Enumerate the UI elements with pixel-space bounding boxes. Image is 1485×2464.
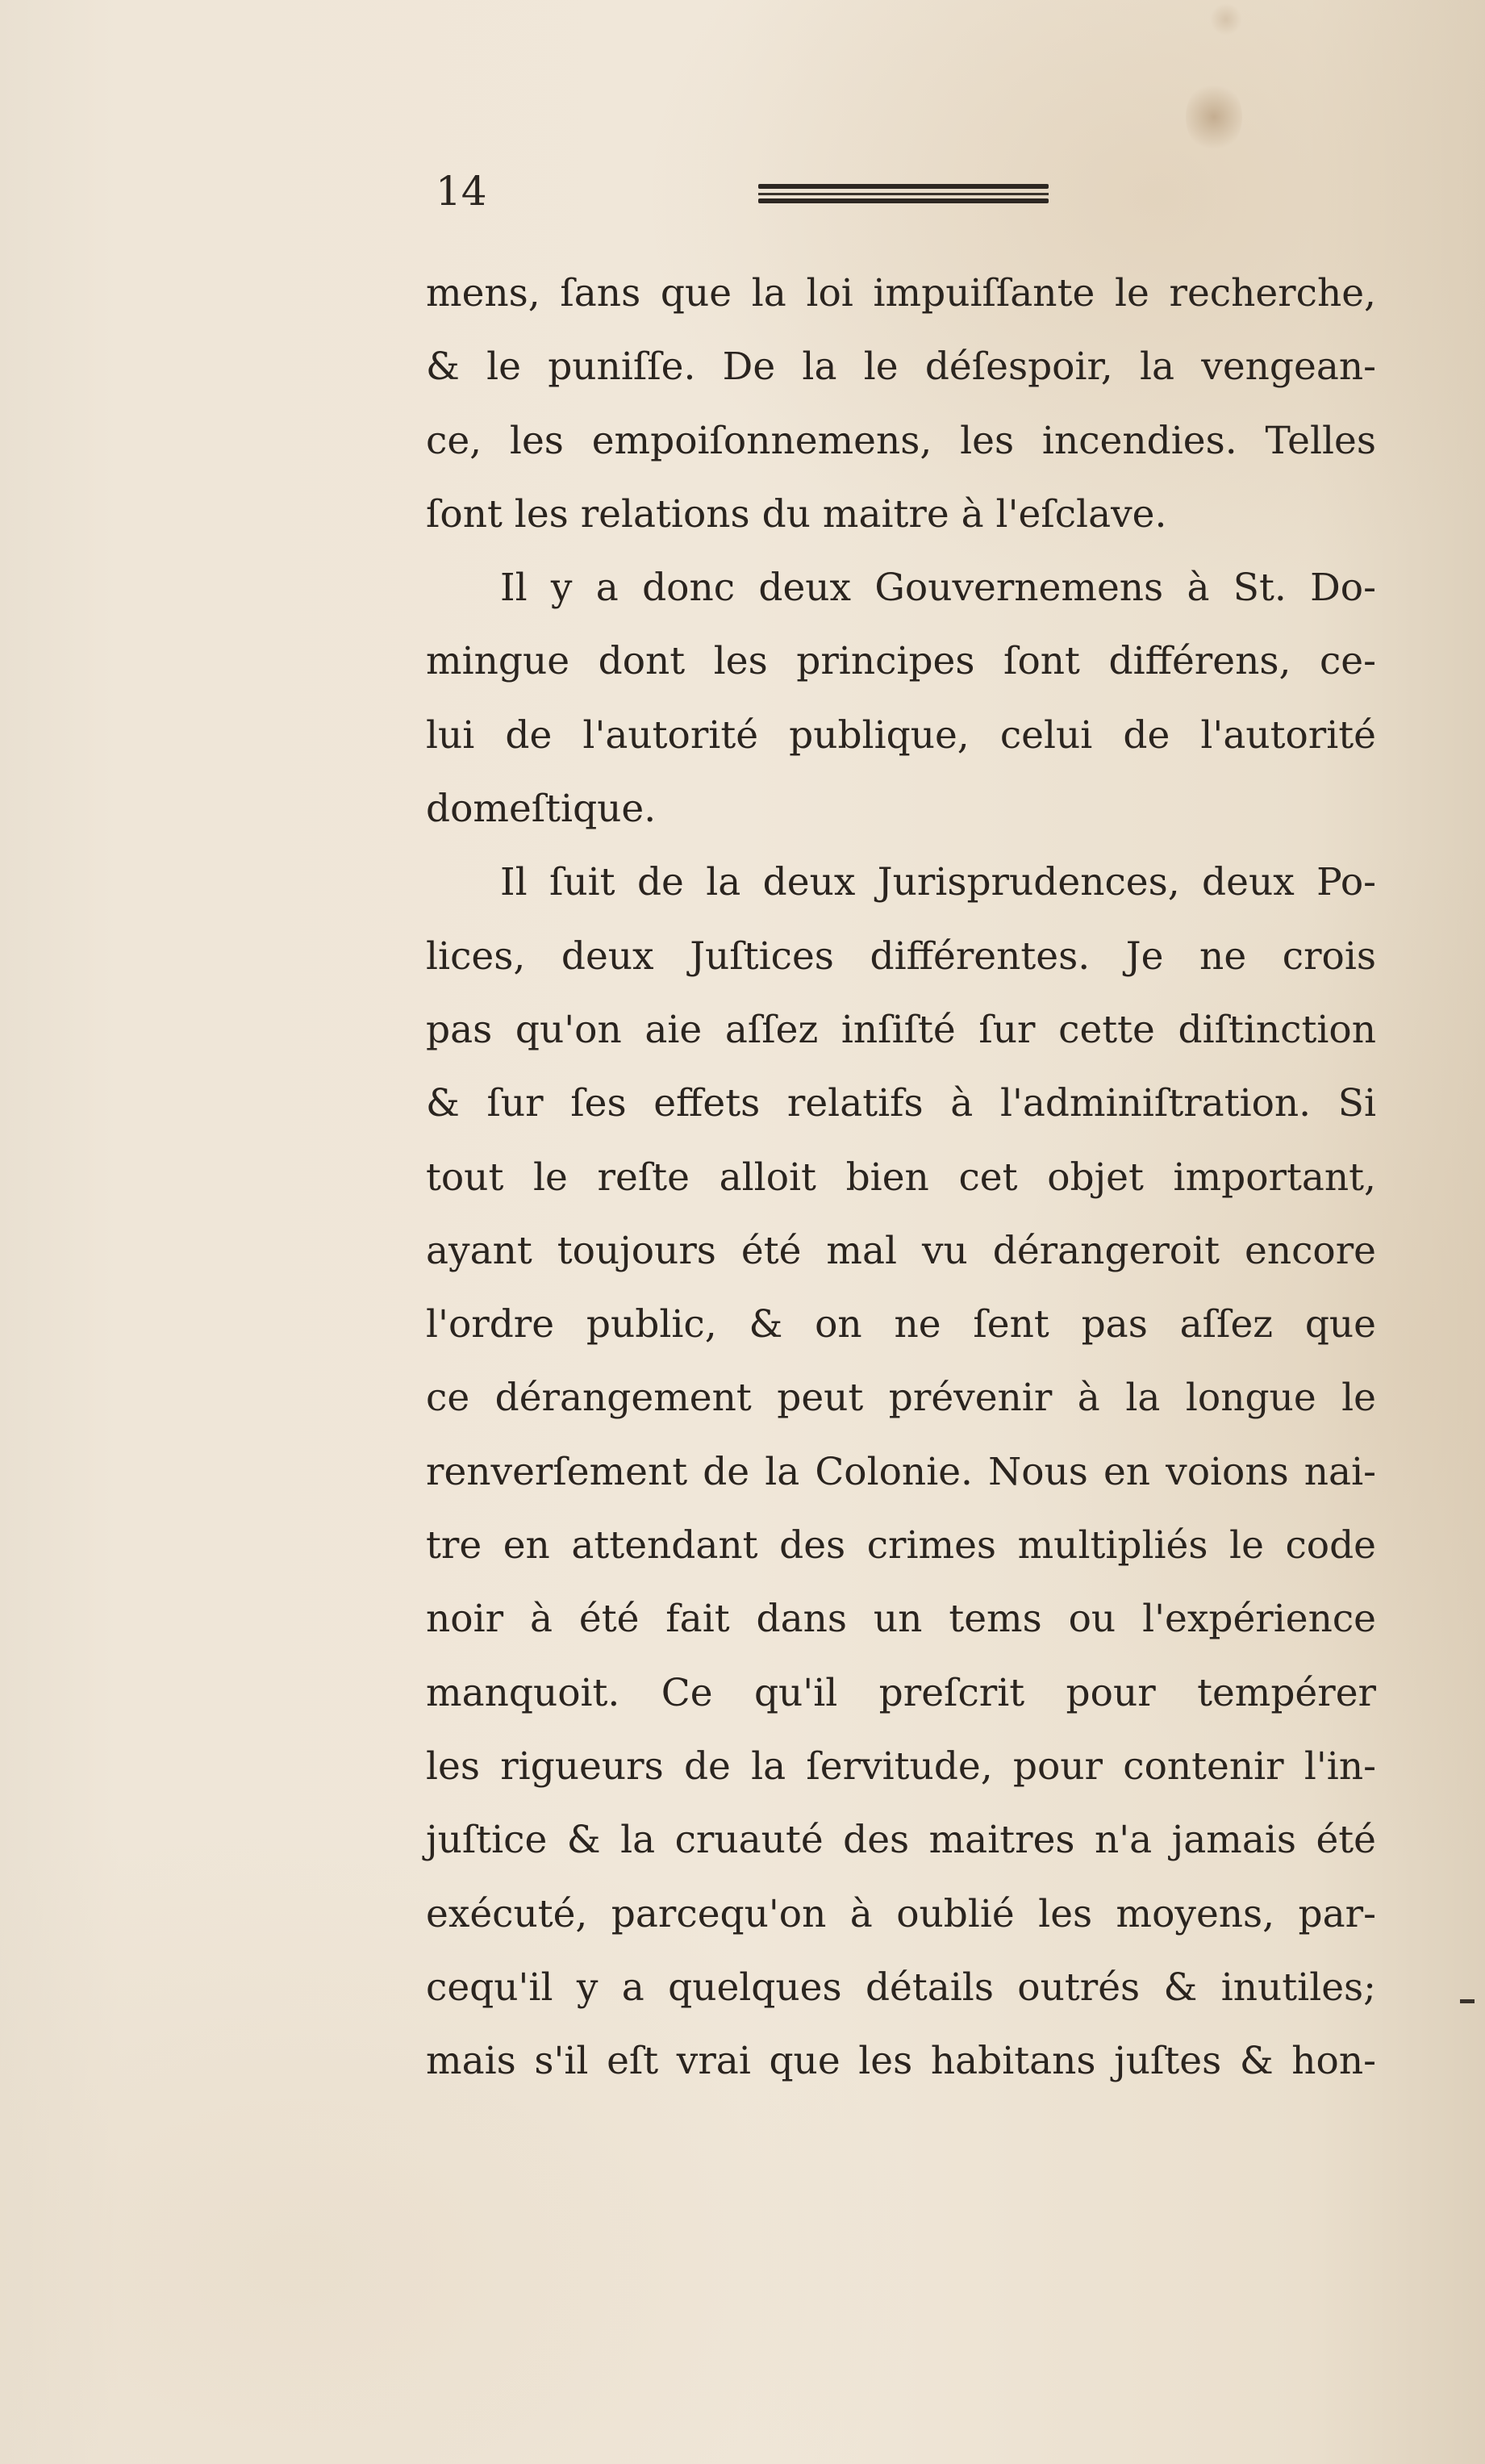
text-line: noir à été fait dans un tems ou l'expérience [426,1597,1376,1642]
text-line: Il ſuit de la deux Jurisprudences, deux Po- [500,860,1376,905]
text-line: & le puniſſe. De la le déſespoir, la vengean- [426,345,1376,390]
text-line: les rigueurs de la ſervitude, pour contenir l'in- [426,1744,1376,1789]
text-line: mais s'il eſt vrai que les habitans juſtes & hon- [426,2039,1376,2084]
text-line: Il y a donc deux Gouvernemens à St. Do- [500,566,1376,611]
text-line: pas qu'on aie aſſez inſiſté ſur cette diſtinction [426,1007,1376,1052]
text-line: tout le reſte alloit bien cet objet important, [426,1155,1376,1200]
text-line: mens, ſans que la loi impuiſſante le recherche, [426,271,1376,315]
text-body [426,257,1376,2098]
margin-mark [1460,1999,1475,2003]
text-line: lices, deux Juſtices différentes. Je ne crois [426,933,1376,979]
text-line: ſont les relations du maitre à l'eſclave. [426,491,1167,537]
header-rule [758,184,1049,205]
text-line: tre en attendant des crimes multipliés le code [426,1523,1376,1568]
text-line: cequ'il y a quelques détails outrés & inutiles; [426,1965,1376,2010]
text-line: l'ordre public, & on ne ſent pas aſſez que [426,1302,1376,1347]
text-line: lui de l'autorité publique, celui de l'autorité [426,712,1376,758]
text-line: & ſur ſes effets relatifs à l'adminiſtration. Si [426,1081,1376,1126]
text-line: mingue dont les principes ſont différens, ce- [426,639,1376,684]
page-number: 14 [436,168,487,215]
text-line: domeſtique. [426,787,657,832]
text-line: exécuté, parcequ'on à oublié les moyens, par- [426,1891,1376,1936]
text-line: ayant toujours été mal vu dérangeroit encore [426,1228,1376,1273]
text-line: juſtice & la cruauté des maitres n'a jamais été [426,1818,1376,1863]
text-line: ce, les empoiſonnemens, les incendies. Telles [426,418,1376,463]
text-line: ce dérangement peut prévenir à la longue le [426,1376,1376,1421]
text-line: manquoit. Ce qu'il preſcrit pour tempérer [426,1670,1376,1715]
text-line: renverſement de la Colonie. Nous en voions nai- [426,1449,1376,1494]
foxing-spot [1210,3,1242,35]
foxing-spot [1186,81,1242,153]
